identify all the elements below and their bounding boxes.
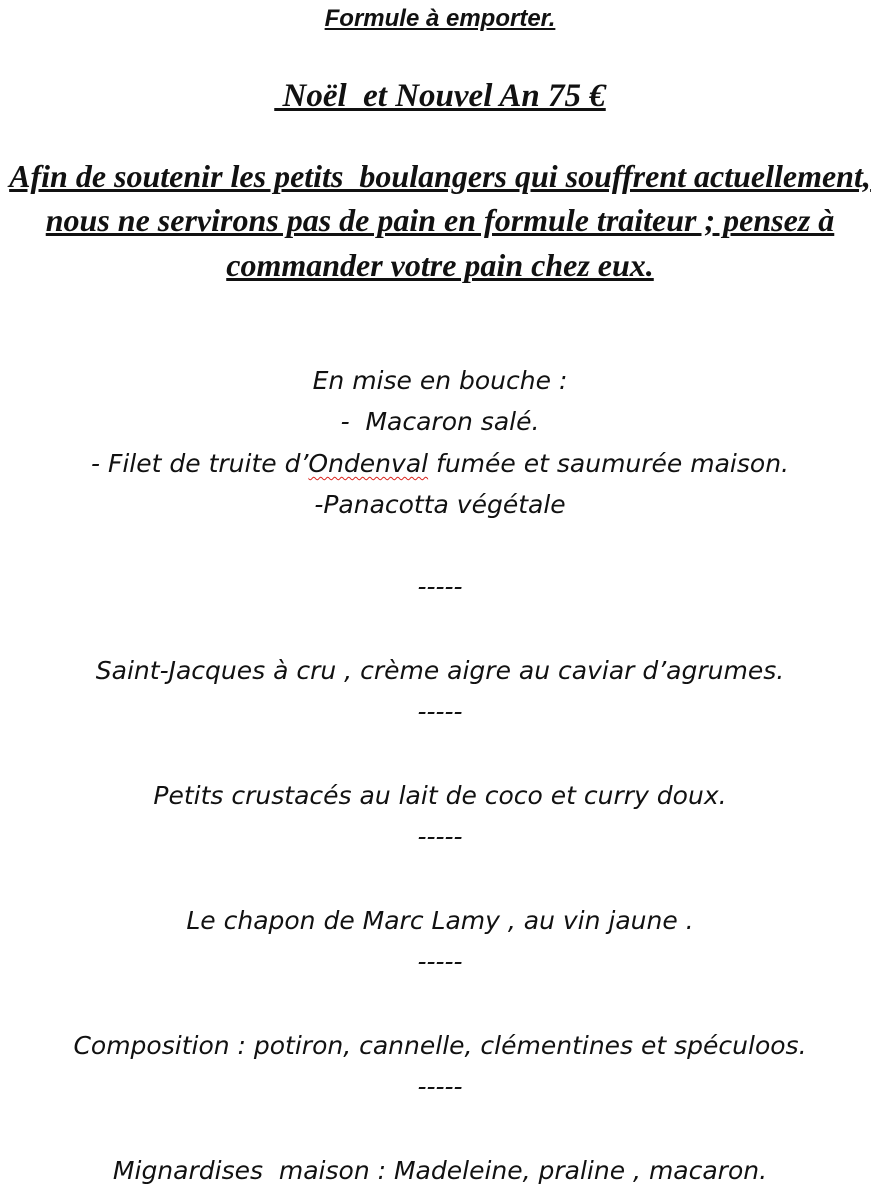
course-saint-jacques: Saint-Jacques à cru , crème aigre au caviar d’agrumes. — [95, 656, 785, 685]
notice-line-3: commander votre pain chez eux. — [226, 247, 654, 283]
notice-line-2: nous ne servirons pas de pain en formule traiteur ; pensez à — [45, 202, 835, 238]
offer-title: Noël et Nouvel An 75 € — [274, 78, 606, 114]
course-mignardises: Mignardises maison : Madeleine, praline , macaron. — [112, 1156, 768, 1185]
course-dessert-composition: Composition : potiron, cannelle, clémentines et spéculoos. — [73, 1031, 807, 1060]
course-crustaces: Petits crustacés au lait de coco et curry doux. — [153, 781, 727, 810]
amuse-item-truite-highlight: Ondenval — [308, 449, 429, 478]
amuse-bouche-title: En mise en bouche : — [312, 366, 568, 395]
amuse-item-truite — [0, 447, 880, 481]
notice-line-1: Afin de soutenir les petits boulangers qui souffrent actuellement, — [9, 158, 871, 194]
course-chapon: Le chapon de Marc Lamy , au vin jaune . — [186, 906, 694, 935]
amuse-item-macaron: - Macaron salé. — [340, 407, 540, 436]
separator: ----- — [417, 1072, 463, 1101]
separator: ----- — [417, 822, 463, 851]
amuse-item-truite-prefix: - Filet de truite d’ — [91, 449, 309, 478]
separator: ----- — [417, 572, 463, 601]
separator: ----- — [417, 947, 463, 976]
amuse-item-panacotta: -Panacotta végétale — [314, 490, 566, 519]
header-title: Formule à emporter. — [324, 5, 556, 32]
amuse-item-truite-suffix: fumée et saumurée maison. — [428, 449, 789, 478]
separator: ----- — [417, 697, 463, 726]
